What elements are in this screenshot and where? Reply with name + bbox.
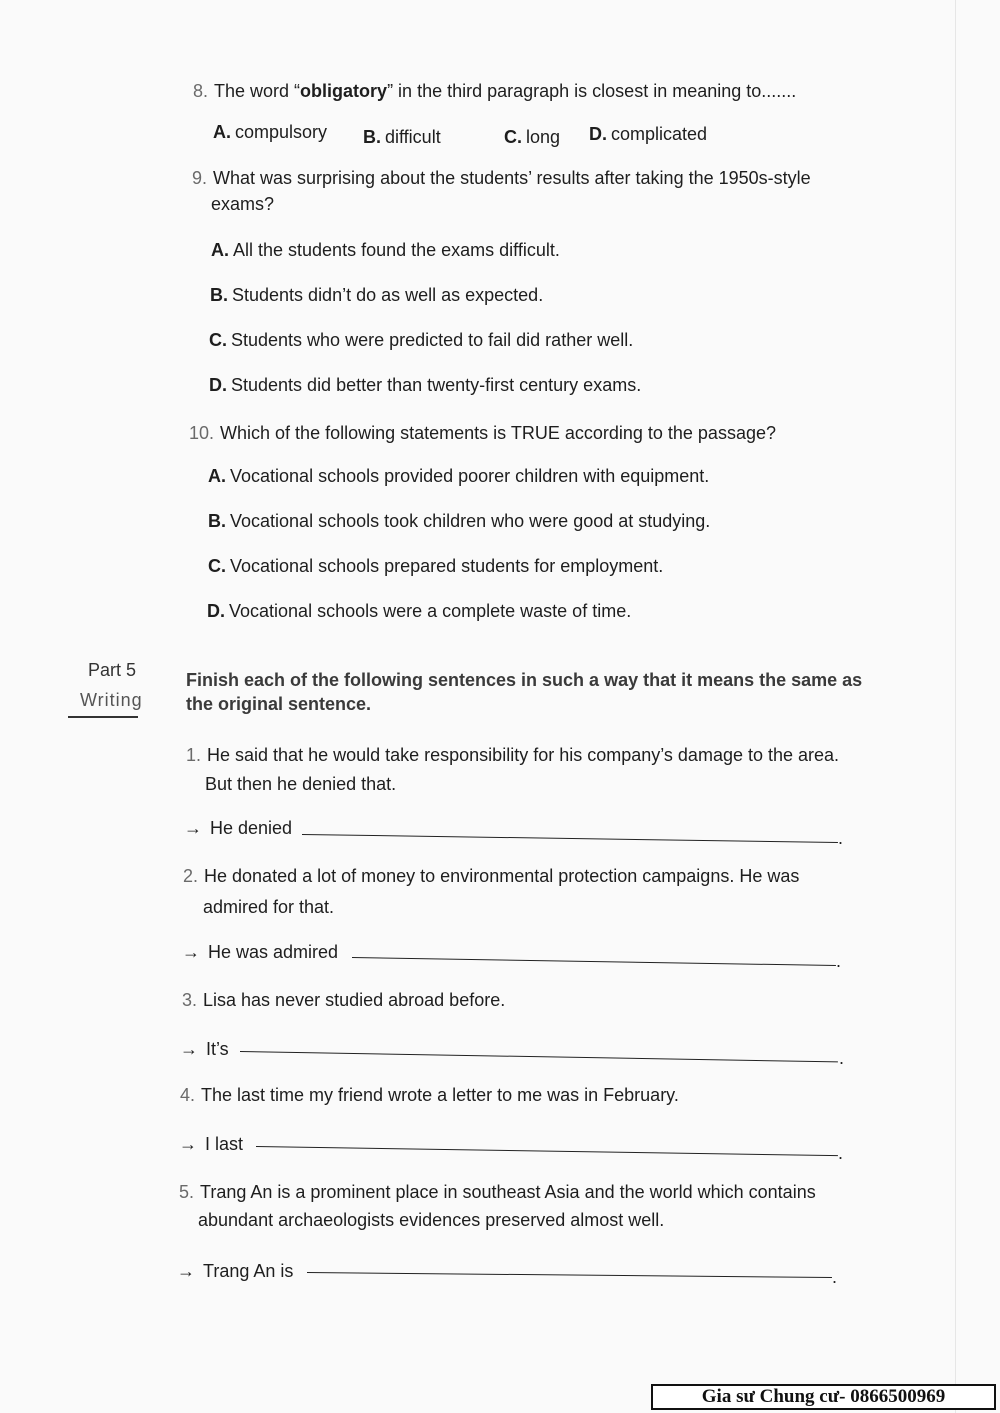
- writing-3-answer-start: [180, 1039, 229, 1060]
- option-letter: A.: [213, 122, 231, 142]
- option-text: compulsory: [235, 122, 328, 142]
- writing-1-answer-start: [184, 818, 292, 839]
- option-text: long: [526, 127, 561, 147]
- option-9a: [211, 240, 560, 261]
- writing-5-answer-start: [177, 1261, 293, 1282]
- option-letter: C.: [504, 127, 522, 147]
- writing-number: 4.: [180, 1085, 196, 1105]
- writing-1-continuation: But then he denied that.: [205, 774, 397, 794]
- writing-3-answer-line[interactable]: [240, 1051, 838, 1062]
- writing-2-answer-line[interactable]: [352, 957, 836, 966]
- footer-contact-box: Gia sư Chung cư- 0866500969: [651, 1384, 996, 1410]
- answer-prefix: He denied: [210, 818, 293, 838]
- arrow-icon: →: [179, 1134, 197, 1154]
- option-letter: D.: [209, 375, 227, 395]
- writing-4-answer-start: [179, 1134, 243, 1155]
- question-text-start: The word “: [214, 81, 301, 101]
- option-text: Students who were predicted to fail did rather well.: [231, 330, 634, 350]
- option-10a: [208, 466, 709, 487]
- page-edge: [955, 0, 956, 1413]
- writing-5-answer-line[interactable]: [307, 1272, 832, 1278]
- writing-3-period: .: [839, 1048, 845, 1068]
- question-text: Which of the following statements is TRUE according to the passage?: [220, 423, 776, 443]
- option-text: All the students found the exams difficult.: [233, 240, 560, 260]
- question-number: 8.: [193, 81, 209, 101]
- writing-2-continuation: admired for that.: [203, 897, 335, 917]
- option-text: difficult: [385, 127, 441, 147]
- question-9-continuation: exams?: [211, 194, 275, 214]
- writing-text: Lisa has never studied abroad before.: [203, 990, 506, 1010]
- option-8c: [504, 127, 560, 148]
- writing-text: Trang An is a prominent place in southeast Asia and the world which contains: [200, 1182, 816, 1202]
- part-divider: [68, 716, 138, 718]
- option-8a: [213, 122, 327, 143]
- option-8d: [589, 124, 707, 145]
- question-9: [192, 166, 811, 190]
- writing-4-period: .: [838, 1143, 844, 1163]
- option-text: Vocational schools took children who were good at studying.: [230, 511, 711, 531]
- option-letter: B.: [208, 511, 226, 531]
- arrow-icon: →: [184, 818, 202, 838]
- writing-4-prompt: [180, 1083, 679, 1107]
- writing-2-prompt: [183, 864, 799, 888]
- option-text: Vocational schools prepared students for employment.: [230, 556, 664, 576]
- option-letter: C.: [208, 556, 226, 576]
- writing-number: 5.: [179, 1182, 195, 1202]
- option-text: Vocational schools were a complete waste of time.: [229, 601, 632, 621]
- writing-text: He donated a lot of money to environmental protection campaigns. He was: [204, 866, 800, 886]
- question-10: [189, 421, 776, 445]
- part-label: Writing: [80, 690, 143, 710]
- answer-prefix: Trang An is: [203, 1261, 294, 1281]
- option-letter: B.: [363, 127, 381, 147]
- writing-2-period: .: [836, 951, 842, 971]
- writing-5-prompt: [179, 1180, 816, 1204]
- instruction-line-1: Finish each of the following sentences in such a way that it means the same as: [186, 670, 863, 690]
- option-text: Vocational schools provided poorer children with equipment.: [230, 466, 710, 486]
- writing-number: 2.: [183, 866, 199, 886]
- question-keyword: obligatory: [300, 81, 388, 101]
- writing-number: 3.: [182, 990, 198, 1010]
- writing-5-period: .: [832, 1267, 838, 1287]
- question-8: [193, 79, 796, 103]
- option-text: complicated: [611, 124, 708, 144]
- option-8b: [363, 127, 441, 148]
- option-letter: B.: [210, 285, 228, 305]
- question-number: 10.: [189, 423, 215, 443]
- writing-5-continuation: abundant archaeologists evidences preserved almost well.: [198, 1210, 665, 1230]
- answer-prefix: I last: [205, 1134, 244, 1154]
- writing-3-prompt: [182, 988, 505, 1012]
- question-text-end: ” in the third paragraph is closest in meaning to.......: [387, 81, 797, 101]
- option-letter: D.: [589, 124, 607, 144]
- arrow-icon: →: [180, 1039, 198, 1059]
- arrow-icon: →: [177, 1261, 195, 1281]
- option-text: Students did better than twenty-first century exams.: [231, 375, 642, 395]
- option-letter: A.: [211, 240, 229, 260]
- question-text: What was surprising about the students’ results after taking the 1950s-style: [213, 168, 811, 188]
- writing-text: He said that he would take responsibility for his company’s damage to the area.: [207, 745, 840, 765]
- option-9d: [209, 375, 641, 396]
- option-letter: C.: [209, 330, 227, 350]
- question-number: 9.: [192, 168, 208, 188]
- answer-prefix: He was admired: [208, 942, 339, 962]
- option-text: Students didn’t do as well as expected.: [232, 285, 544, 305]
- option-9b: [210, 285, 543, 306]
- option-letter: A.: [208, 466, 226, 486]
- writing-1-answer-line[interactable]: [302, 834, 838, 843]
- part-number: Part 5: [88, 660, 137, 680]
- writing-1-period: .: [838, 828, 844, 848]
- writing-4-answer-line[interactable]: [256, 1146, 838, 1156]
- instruction-line-2: the original sentence.: [186, 694, 372, 714]
- answer-prefix: It’s: [206, 1039, 229, 1059]
- option-9c: [209, 330, 633, 351]
- writing-2-answer-start: [182, 942, 338, 963]
- writing-number: 1.: [186, 745, 202, 765]
- option-10d: [207, 601, 631, 622]
- writing-text: The last time my friend wrote a letter to me was in February.: [201, 1085, 679, 1105]
- writing-1-prompt: [186, 743, 839, 767]
- arrow-icon: →: [182, 942, 200, 962]
- option-10b: [208, 511, 710, 532]
- option-letter: D.: [207, 601, 225, 621]
- option-10c: [208, 556, 663, 577]
